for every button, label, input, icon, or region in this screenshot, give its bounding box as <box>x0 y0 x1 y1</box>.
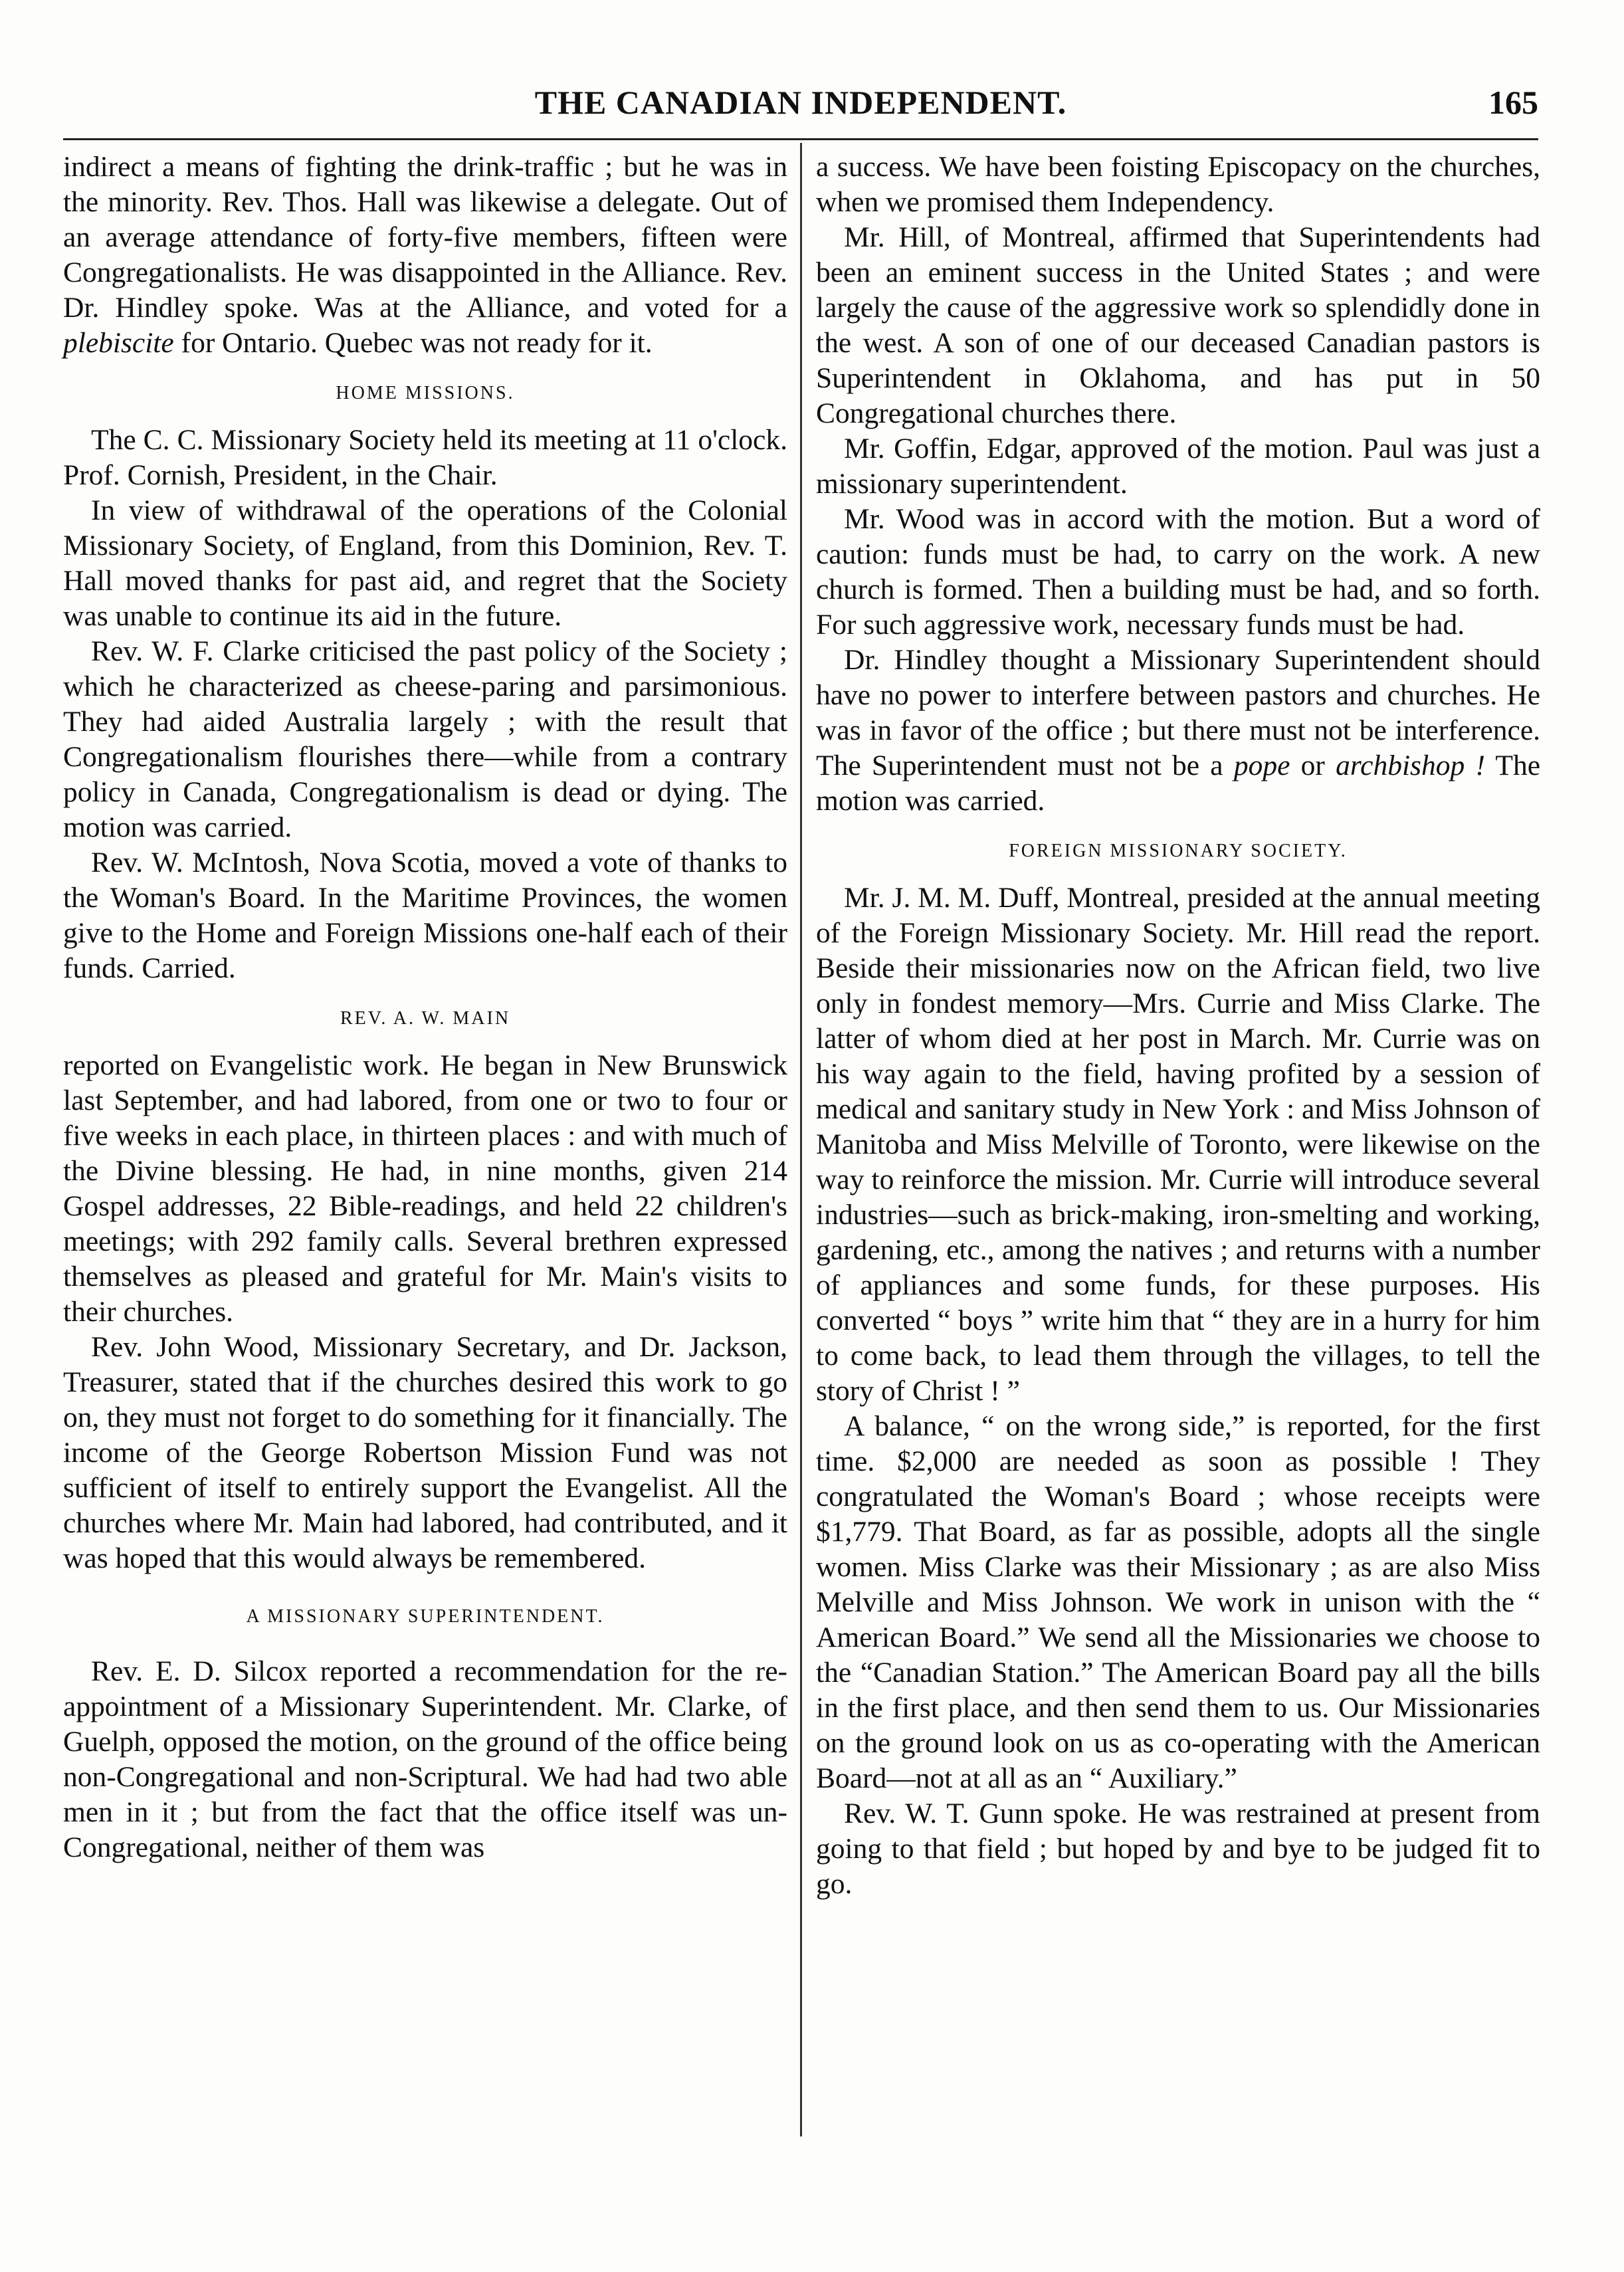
paragraph: Mr. Wood was in accord with the motion. But a word of caution: funds must be had, to carry on the work. A new church is formed. Then a building must be had, and so forth. For such aggressive work, necessary funds must be had. <box>816 503 1540 641</box>
paragraph: Rev. John Wood, Missionary Secretary, and Dr. Jackson, Treasurer, stated that if the churches desired this work to go on, they must not forget to do something for it financially. The income of the George Robertson Mission Fund was not sufficient of itself to entirely support the Evangelist. All the churches where Mr. Main had labored, had contributed, and it was hoped that this would always be remembered. <box>63 1331 787 1574</box>
paragraph: reported on Evangelistic work. He began in New Brunswick last September, and had labored, from one or two to four or five weeks in each place, in thirteen places : and with much of the Divine blessing. He had, in nine months, given 214 Gospel addresses, 22 Bible-readings, and held 22 children's meetings; with 292 family calls. Several brethren expressed themselves as pleased and grateful for Mr. Main's visits to their churches. <box>63 1049 787 1328</box>
paragraph: Mr. Goffin, Edgar, approved of the motion. Paul was just a missionary superintendent. <box>816 433 1540 500</box>
paragraph: Rev. W. T. Gunn spoke. He was restrained at present from going to that field ; but hoped by and bye to be judged fit to go. <box>816 1798 1540 1900</box>
paragraph-text: The motion was carried. <box>816 750 1541 817</box>
column-divider <box>800 143 802 2136</box>
paragraph: In view of withdrawal of the operations of the Colonial Missionary Society, of England, from this Dominion, Rev. T. Hall moved thanks for past aid, and regret that the Society was unable to continue its aid in the future. <box>63 494 787 632</box>
paragraph-text: for Ontario. Quebec was not ready for it. <box>181 327 653 359</box>
paragraph-text: Dr. Hindley thought a Missionary Superintendent should have no power to interfere between pastors and churches. He was in favor of the office ; but there must not be interference. The Superintendent must not be a <box>816 644 1540 781</box>
paragraph <box>63 150 787 361</box>
left-column <box>63 150 787 1865</box>
section-heading-home-missions: HOME MISSIONS. <box>336 383 515 403</box>
paragraph-text: indirect a means of fighting the drink-traffic ; but he was in the minority. Rev. Thos. Hall was likewise a delegate. Out of an average attendance of forty-five members, fifteen were Congregationalists. He was disappointed in the Alliance. Rev. Dr. Hindley spoke. Was at the Alliance, and voted for a <box>63 151 787 324</box>
running-title: THE CANADIAN INDEPENDENT. <box>534 84 1067 121</box>
paragraph: Rev. W. F. Clarke criticised the past policy of the Society ; which he characterized as cheese-paring and parsimonious. They had aided Australia largely ; with the result that Congregationalism flourishes there—while from a contrary policy in Canada, Congregationalism is dead or dying. The motion was carried. <box>63 635 787 843</box>
paragraph-text: or <box>1300 750 1325 781</box>
paragraph: Rev. E. D. Silcox reported a recommendation for the re-appointment of a Missionary Superintendent. Mr. Clarke, of Guelph, opposed the motion, on the ground of the office being non-Congregational and non-Scriptural. We had had two able men in it ; but from the fact that the office itself was un-Congregational, neither of them was <box>63 1655 787 1863</box>
paragraph: A balance, “ on the wrong side,” is reported, for the first time. $2,000 are needed as soon as possible ! They congratulated the Woman's Board ; whose receipts were $1,779. That Board, as far as possible, adopts all the single women. Miss Clarke was their Missionary ; as are also Miss Melville and Miss Johnson. We work in unison with the “ American Board.” We send all the Missionaries we choose to the “Canadian Station.” The American Board pay all the bills in the first place, and then send them to us. Our Missionaries on the ground look on us as co-operating with the American Board—not at all as an “ Auxiliary.” <box>816 1410 1540 1794</box>
section-heading-foreign-missionary-society: FOREIGN MISSIONARY SOCIETY. <box>1009 841 1348 861</box>
paragraph: a success. We have been foisting Episcopacy on the churches, when we promised them Independency. <box>816 151 1540 218</box>
paragraph: Mr. J. M. M. Duff, Montreal, presided at the annual meeting of the Foreign Missionary Society. Mr. Hill read the report. Beside their missionaries now on the African field, two live only in fondest memory—Mrs. Currie and Miss Clarke. The latter of whom died at her post in March. Mr. Currie was on his way again to the field, having profited by a session of medical and sanitary study in New York : and Miss Johnson of Manitoba and Miss Melville of Toronto, were likewise on the way to reinforce the mission. Mr. Currie will introduce several industries—such as brick-making, iron-smelting and working, gardening, etc., among the natives ; and returns with a number of appliances and some funds, for these purposes. His converted “ boys ” write him that “ they are in a hurry for him to come back, to lead them through the villages, to tell the story of Christ ! ” <box>816 882 1540 1407</box>
page-header <box>63 83 1538 136</box>
paragraph: Rev. W. McIntosh, Nova Scotia, moved a vote of thanks to the Woman's Board. In the Maritime Provinces, the women give to the Home and Foreign Missions one-half each of their funds. Carried. <box>63 847 787 984</box>
italic-term: archbishop ! <box>1336 750 1485 781</box>
page-number: 165 <box>1488 84 1538 121</box>
section-heading-rev-main: REV. A. W. MAIN <box>340 1008 511 1029</box>
paragraph: The C. C. Missionary Society held its meeting at 11 o'clock. Prof. Cornish, President, in the Chair. <box>63 424 787 491</box>
italic-term: plebiscite <box>63 327 174 359</box>
right-column <box>816 150 1540 1902</box>
paragraph <box>816 643 1540 819</box>
section-heading-missionary-superintendent: A MISSIONARY SUPERINTENDENT. <box>246 1606 605 1627</box>
header-rule <box>63 138 1538 140</box>
paragraph: Mr. Hill, of Montreal, affirmed that Superintendents had been an eminent success in the United States ; and were largely the cause of the aggressive work so splendidly done in the west. A son of one of our deceased Canadian pastors is Superintendent in Oklahoma, and has put in 50 Congregational churches there. <box>816 221 1540 429</box>
italic-term: pope <box>1233 750 1290 781</box>
